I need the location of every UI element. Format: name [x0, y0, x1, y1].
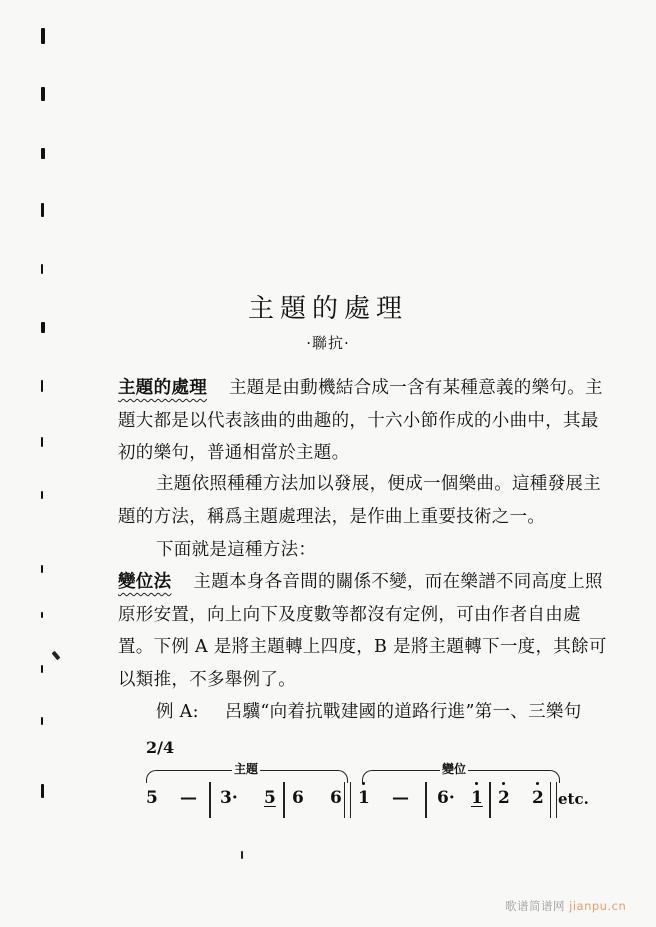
note: 6 — [292, 788, 304, 808]
watermark-url: jianpu.cn — [569, 899, 627, 913]
example-label: 例 A: — [156, 702, 199, 722]
example-caption — [118, 696, 614, 729]
barline — [489, 782, 491, 818]
note: 6· — [437, 788, 455, 808]
binding-mark — [41, 491, 43, 499]
binding-mark — [41, 665, 43, 673]
paragraph-intro-methods — [118, 534, 614, 567]
jianpu-notation — [140, 760, 600, 830]
scan-speck — [52, 651, 61, 660]
watermark-site-name: 歌谱简谱网 — [505, 899, 565, 913]
term-heading: 變位法 — [118, 572, 172, 592]
site-watermark — [505, 898, 626, 914]
barline — [283, 782, 285, 818]
binding-mark — [41, 784, 44, 798]
paragraph-text: 主題是由動機結合成一含有某種意義的樂句。主題大都是以代表該曲的曲趣的，十六小節作成的小曲中，其最初的樂句，普通相當於主題。 — [118, 378, 603, 463]
note-high: 2 — [532, 788, 544, 808]
barline — [209, 782, 211, 818]
binding-mark — [41, 717, 43, 725]
example-source: 呂驥“向着抗戰建國的道路行進”第一、三樂句 — [224, 702, 582, 722]
note-dash: — — [392, 788, 409, 808]
barline — [425, 782, 427, 818]
binding-mark — [41, 612, 43, 618]
time-signature: 2/4 — [146, 738, 175, 757]
double-barline — [344, 782, 351, 818]
note-dash: — — [180, 788, 197, 808]
paragraph-theme-treatment — [118, 372, 614, 470]
binding-mark — [41, 87, 45, 101]
scan-speck — [241, 851, 243, 859]
binding-mark — [41, 565, 43, 573]
note-high: 2 — [498, 788, 510, 808]
paragraph-development — [118, 468, 614, 533]
author-byline: ·聯抗· — [306, 334, 350, 352]
binding-mark — [41, 380, 43, 392]
note: 5 — [264, 788, 276, 808]
note: 3· — [220, 788, 238, 808]
note-high: 1 — [471, 788, 483, 808]
note: 6 — [330, 788, 342, 808]
phrase-label-transposed: 變位 — [442, 762, 467, 776]
binding-mark — [41, 437, 43, 447]
term-heading: 主題的處理 — [118, 378, 207, 398]
binding-mark — [41, 264, 43, 274]
binding-mark — [41, 28, 45, 44]
binding-mark — [41, 203, 44, 217]
paragraph-text: 主題本身各音間的關係不變，而在樂譜不同高度上照原形安置，向上向下及度數等都沒有定例，可由作者自由處置。下例 A 是將主題轉上四度，B 是將主題轉下一度，其餘可以類推，不多舉例了。 — [118, 572, 607, 690]
etc-marker: etc. — [558, 790, 589, 808]
paragraph-text: 下面就是這種方法： — [156, 540, 317, 560]
paragraph-transposition — [118, 566, 614, 696]
note-high: 1 — [358, 788, 370, 808]
phrase-label-theme: 主題 — [234, 762, 259, 776]
paragraph-text: 主題依照種種方法加以發展，便成一個樂曲。這種發展主題的方法，稱爲主題處理法，是作曲上重要技術之一。 — [118, 474, 601, 527]
page-title: 主題的處理 — [247, 294, 408, 324]
note: 5 — [146, 788, 158, 808]
double-barline — [550, 782, 557, 818]
binding-mark — [41, 148, 45, 159]
